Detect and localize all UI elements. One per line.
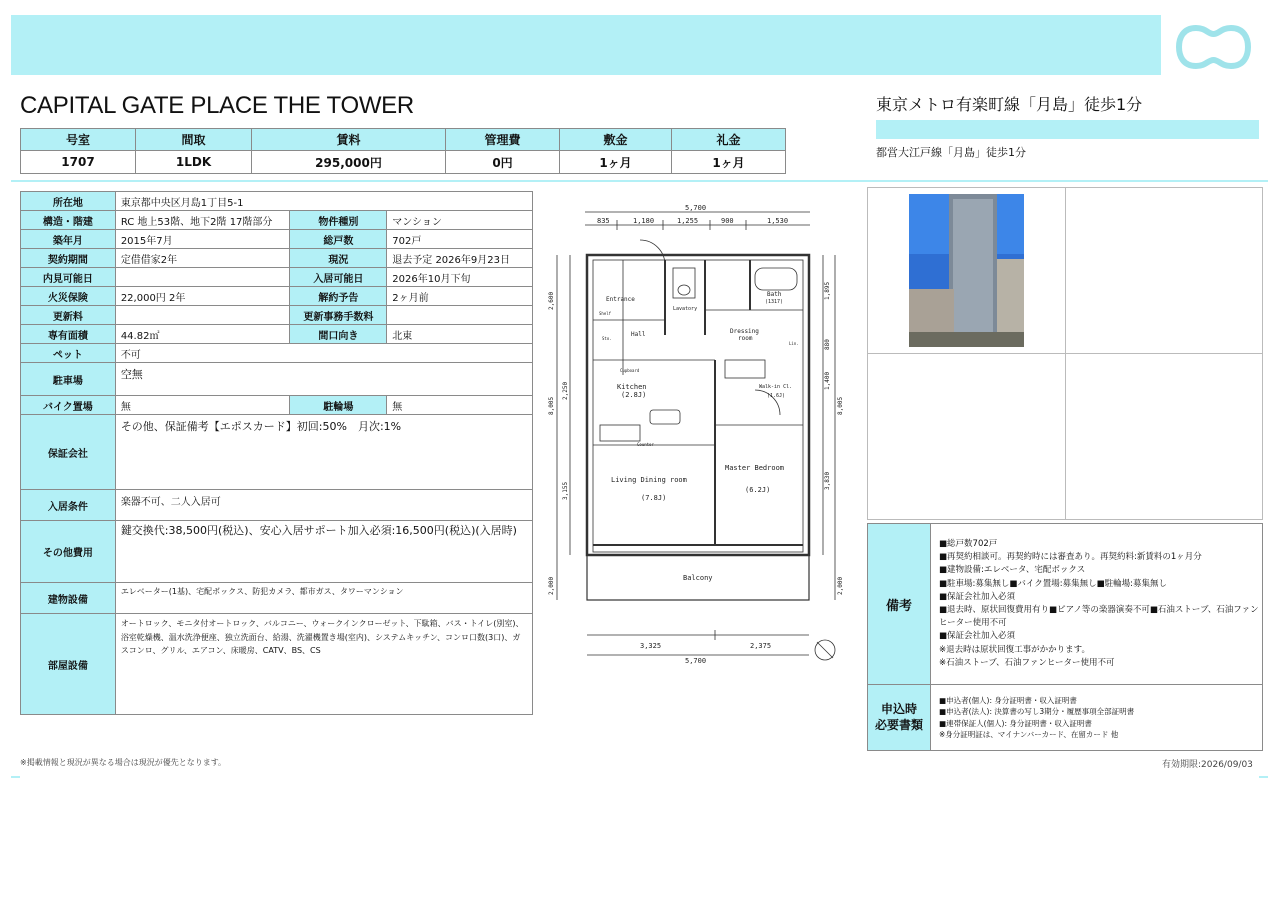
remark-line: ※石油ストーブ、石油ファンヒーター使用不可 (939, 657, 1115, 668)
label-facing: 間口向き (290, 325, 387, 344)
remark-line: ■建物設備:エレベータ、宅配ボックス (939, 565, 1086, 576)
dim-top: 1,255 (677, 217, 699, 225)
application-line: ■連帯保証人(個人): 身分証明書・収入証明書 (939, 718, 1092, 728)
summary-value: 295,000円 (252, 151, 446, 174)
label-application (868, 685, 931, 751)
label-other-costs: その他費用 (21, 521, 116, 583)
remark-line: ■保証会社加入必須 (939, 631, 1016, 642)
summary-header: 管理費 (446, 129, 560, 151)
label-sto: Sto. (602, 336, 612, 341)
label-status: 現況 (290, 249, 387, 268)
dim-right: 880 (824, 339, 831, 350)
value-room-equipment: オートロック、モニタ付オートロック、バルコニー、ウォークインクローゼット、下駄箱、バス・トイレ(別室)、浴室乾燥機、温水洗浄便座、独立洗面台、給湯、洗濯機置き場(室内)、システムキッチン、コンロ口数(3口)、ガスコンロ、グリル、エアコン、床暖房、CATV、BS、CS (115, 614, 532, 715)
summary-header: 号室 (21, 129, 136, 151)
expiry-date: 有効期限:2026/09/03 (1162, 760, 1253, 770)
label-guarantor: 保証会社 (21, 415, 116, 490)
label-parking: 駐車場 (21, 363, 116, 396)
dim-top: 835 (597, 217, 610, 225)
remark-line: ■保証会社加入必須 (939, 591, 1016, 602)
value-renewal (115, 306, 290, 325)
summary-value: 0円 (446, 151, 560, 174)
section-divider (11, 180, 1268, 182)
label-area: 専有面積 (21, 325, 116, 344)
dim-right: 2,000 (837, 576, 844, 595)
remark-line: ※退去時は原状回復工事がかかります。 (939, 644, 1090, 655)
label-notice: 解約予告 (290, 287, 387, 306)
label-contract: 契約期間 (21, 249, 116, 268)
room-entrance: Entrance (606, 296, 635, 303)
application-line: ※身分証明証は、マイナンバーカード、在留カード 他 (939, 729, 1119, 739)
room-bath: Bath (767, 291, 782, 298)
dim-top: 900 (721, 217, 734, 225)
photo-cell (868, 188, 1066, 354)
label-structure: 構造・階建 (21, 211, 116, 230)
label-renewal: 更新料 (21, 306, 116, 325)
label-lin: Lin. (789, 341, 799, 346)
summary-table (20, 128, 786, 174)
dim-top: 1,530 (767, 217, 789, 225)
room-bath-size: (1317) (765, 299, 784, 305)
value-built: 2015年7月 (115, 230, 290, 249)
floor-plan (545, 200, 855, 670)
remark-line: ■総戸数702戸 (939, 539, 998, 550)
label-insurance: 火災保険 (21, 287, 116, 306)
label-remarks: 備考 (868, 524, 931, 685)
value-area: 44.82㎡ (115, 325, 290, 344)
value-facing: 北東 (387, 325, 533, 344)
value-structure: RC 地上53階、地下2階 17階部分 (115, 211, 290, 230)
photo-cell (868, 354, 1066, 520)
value-notice: 2ヶ月前 (387, 287, 533, 306)
summary-header: 敷金 (560, 129, 672, 151)
application-line: ■申込者(法人): 決算書の写し3期分・履歴事項全部証明書 (939, 707, 1135, 717)
footer-mark-left (11, 776, 20, 778)
value-pet: 不可 (115, 344, 532, 363)
summary-value: 1LDK (136, 151, 252, 174)
label-pet: ペット (21, 344, 116, 363)
remarks-table (867, 523, 1263, 751)
value-bicycle: 無 (387, 396, 533, 415)
value-units: 702戸 (387, 230, 533, 249)
label-shelf: Shelf (599, 311, 612, 316)
dim-right: 1,895 (824, 281, 831, 300)
room-dressing: Dressing (730, 328, 759, 335)
value-conditions: 楽器不可、二人入居可 (115, 490, 532, 521)
remark-line: ■再契約相談可。再契約時には審査あり。再契約料:新賃料の1ヶ月分 (939, 552, 1202, 563)
label-room-equipment: 部屋設備 (21, 614, 116, 715)
property-title: CAPITAL GATE PLACE THE TOWER (20, 92, 414, 119)
label-cupboard: Cupboard (620, 368, 640, 373)
label-counter: Counter (637, 442, 654, 447)
dim-left: 3,155 (562, 481, 569, 500)
dim-left: 2,000 (548, 576, 555, 595)
value-address: 東京都中央区月島1丁目5-1 (115, 192, 532, 211)
label-built: 築年月 (21, 230, 116, 249)
value-parking: 空無 (115, 363, 532, 396)
dim-right: 1,400 (824, 371, 831, 390)
room-dressing-2: room (738, 335, 753, 342)
value-guarantor: その他、保証備考【エポスカード】初回:50% 月次:1% (115, 415, 532, 490)
summary-value: 1ヶ月 (672, 151, 786, 174)
value-movein: 2026年10月下旬 (387, 268, 533, 287)
footer-mark-right (1259, 776, 1268, 778)
remark-line: ■退去時、原状回復費用有り■ピアノ等の楽器演奏不可■石油ストーブ、石油ファンヒーター使用不可 (939, 605, 1259, 629)
dim-bottom: 3,325 (640, 642, 662, 650)
value-status: 退去予定 2026年9月23日 (387, 249, 533, 268)
label-movein: 入居可能日 (290, 268, 387, 287)
room-balcony: Balcony (683, 574, 713, 582)
dim-bottom-total: 5,700 (685, 657, 707, 665)
summary-header: 礼金 (672, 129, 786, 151)
dim-top: 1,180 (633, 217, 655, 225)
room-living: Living Dining room (611, 476, 687, 484)
value-contract: 定借借家2年 (115, 249, 290, 268)
room-living-size: (7.8J) (641, 494, 667, 502)
dim-bottom: 2,375 (750, 642, 772, 650)
station-secondary: 都営大江戸線「月島」徒歩1分 (876, 146, 1026, 159)
room-hall: Hall (631, 331, 646, 338)
remark-line: ■駐車場:募集無し■バイク置場:募集無し■駐輪場:募集無し (939, 578, 1168, 589)
dim-left: 2,600 (548, 291, 555, 310)
label-conditions: 入居条件 (21, 490, 116, 521)
label-application-2: 必要書類 (874, 717, 923, 732)
dim-right: 3,830 (824, 471, 831, 490)
dim-left: 2,250 (562, 381, 569, 400)
label-units: 総戸数 (290, 230, 387, 249)
building-photo (909, 194, 1024, 347)
details-table (20, 191, 533, 715)
photo-cell (1065, 188, 1263, 354)
label-application-1: 申込時 (880, 701, 917, 716)
label-renewal-fee: 更新事務手数料 (290, 306, 387, 325)
label-wic: Walk-in Cl. (759, 384, 793, 390)
company-logo (1176, 22, 1251, 72)
dim-top-total: 5,700 (685, 204, 707, 212)
label-wic-size: (1.6J) (767, 393, 786, 399)
station-primary: 東京メトロ有楽町線「月島」徒歩1分 (876, 95, 1143, 114)
value-building-equipment: エレベーター(1基)、宅配ボックス、防犯カメラ、都市ガス、タワーマンション (115, 583, 532, 614)
value-bike: 無 (115, 396, 290, 415)
station-underline (876, 120, 1259, 139)
summary-header: 間取 (136, 129, 252, 151)
room-lavatory: Lavatory (673, 306, 698, 312)
application-content (931, 685, 1263, 751)
room-kitchen-size: (2.8J) (621, 391, 647, 399)
summary-value: 1707 (21, 151, 136, 174)
remarks-content (931, 524, 1263, 685)
header-banner (11, 15, 1161, 75)
label-bicycle: 駐輪場 (290, 396, 387, 415)
summary-header: 賃料 (252, 129, 446, 151)
dim-right-total: 8,005 (837, 396, 844, 415)
room-kitchen: Kitchen (617, 383, 647, 391)
label-bike: バイク置場 (21, 396, 116, 415)
label-type: 物件種別 (290, 211, 387, 230)
photo-grid (867, 187, 1263, 520)
value-other-costs: 鍵交換代:38,500円(税込)、安心入居サポート加入必須:16,500円(税込)(入居時) (115, 521, 532, 583)
dim-left-total: 8,005 (548, 396, 555, 415)
value-insurance: 22,000円 2年 (115, 287, 290, 306)
application-line: ■申込者(個人): 身分証明書・収入証明書 (939, 696, 1077, 705)
summary-value: 1ヶ月 (560, 151, 672, 174)
value-viewing (115, 268, 290, 287)
label-building-equipment: 建物設備 (21, 583, 116, 614)
room-master: Master Bedroom (725, 464, 785, 472)
label-address: 所在地 (21, 192, 116, 211)
room-master-size: (6.2J) (745, 486, 771, 494)
photo-cell (1065, 354, 1263, 520)
label-viewing: 内見可能日 (21, 268, 116, 287)
disclaimer: ※掲載情報と現況が異なる場合は現況が優先となります。 (20, 758, 227, 767)
value-renewal-fee (387, 306, 533, 325)
value-type: マンション (387, 211, 533, 230)
